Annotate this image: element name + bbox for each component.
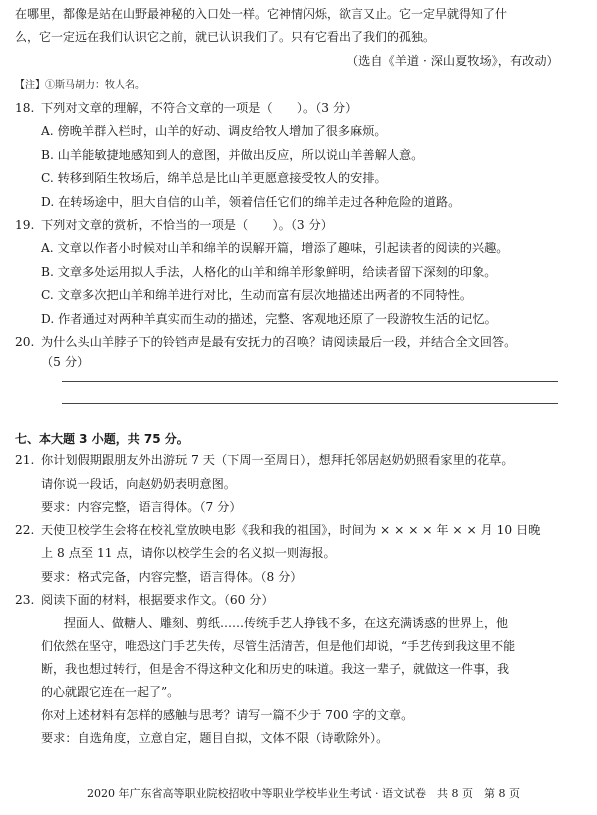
q22-requirement: 要求：格式完备，内容完整，语言得体。（8 分）	[41, 570, 303, 584]
q18-number: 18.	[15, 101, 35, 115]
q19-option-c: C. 文章多次把山羊和绵羊进行对比，生动而富有层次地描述出两者的不同特性。	[41, 288, 473, 302]
q19-option-b: B. 文章多处运用拟人手法，人格化的山羊和绵羊形象鲜明，给读者留下深刻的印象。	[41, 265, 497, 279]
q22-line-1: 天使卫校学生会将在校礼堂放映电影《我和我的祖国》，时间为 × × × × 年 × × 月 10 日晚	[41, 523, 541, 537]
answer-line-1	[62, 381, 558, 382]
q23-stem: 阅读下面的材料，根据要求作文。（60 分）	[41, 593, 274, 607]
section-7-title: 七、本大题 3 小题，共 75 分。	[15, 432, 189, 446]
q23-material-line-4: 的心就跟它连在一起了”。	[41, 685, 180, 699]
q22-number: 22.	[15, 523, 35, 537]
q19-option-a: A. 文章以作者小时候对山羊和绵羊的误解开篇，增添了趣味，引起读者的阅读的兴趣。	[41, 241, 509, 255]
q23-requirement: 要求：自选角度，立意自定，题目自拟，文体不限（诗歌除外）。	[41, 731, 389, 745]
q23-prompt: 你对上述材料有怎样的感触与思考？请写一篇不少于 700 字的文章。	[41, 708, 414, 722]
q21-line-1: 你计划假期跟朋友外出游玩 7 天（下周一至周日），想拜托邻居赵奶奶照看家里的花草。	[41, 453, 514, 467]
q20-number: 20.	[15, 335, 35, 349]
q18-stem: 下列对文章的理解，不符合文章的一项是（ ）。（3 分）	[41, 101, 358, 115]
passage-line-2: 么，它一定远在我们认识它之前，就已认识我们了。只有它看出了我们的孤独。	[15, 30, 436, 44]
q21-line-2: 请你说一段话，向赵奶奶表明意图。	[41, 477, 236, 491]
q21-requirement: 要求：内容完整，语言得体。（7 分）	[41, 500, 242, 514]
q18-option-b: B. 山羊能敏捷地感知到人的意图，并做出反应，所以说山羊善解人意。	[41, 148, 424, 162]
q18-option-a: A. 傍晚羊群入栏时，山羊的好动、调皮给牧人增加了很多麻烦。	[41, 124, 387, 138]
passage-source: （选自《羊道 · 深山夏牧场》，有改动）	[346, 54, 559, 68]
q23-material-line-2: 们依然在坚守，唯恐这门手艺失传，尽管生活清苦，但是他们却说，“手艺传到我这里不能	[41, 639, 516, 653]
footnote: 【注】①斯马胡力：牧人名。	[15, 80, 145, 91]
q19-number: 19.	[15, 218, 35, 232]
page-footer: 2020 年广东省高等职业院校招收中等职业学校毕业生考试 · 语文试卷 共 8 页 第 8 页	[87, 787, 520, 800]
q23-material-line-1: 捏面人、做糖人、雕刻、剪纸……传统手艺人挣钱不多，在这充满诱惑的世界上，他	[64, 616, 509, 630]
q20-stem: 为什么头山羊脖子下的铃铛声是最有安抚力的召唤？请阅读最后一段，并结合全文回答。	[41, 335, 517, 349]
passage-line-1: 在哪里，都像是站在山野最神秘的入口处一样。它神情闪烁，欲言又止。它一定早就得知了什	[15, 7, 508, 21]
answer-line-2	[62, 403, 558, 404]
q22-line-2: 上 8 点至 11 点，请你以校学生会的名义拟一则海报。	[41, 546, 336, 560]
q23-number: 23.	[15, 593, 35, 607]
q20-score: （5 分）	[41, 355, 90, 369]
q19-option-d: D. 作者通过对两种羊真实而生动的描述，完整、客观地还原了一段游牧生活的记忆。	[41, 312, 497, 326]
q18-option-d: D. 在转场途中，胆大自信的山羊，领着信任它们的绵羊走过各种危险的道路。	[41, 195, 461, 209]
q21-number: 21.	[15, 453, 35, 467]
q19-stem: 下列对文章的赏析，不恰当的一项是（ ）。（3 分）	[41, 218, 333, 232]
q23-material-line-3: 断，我也想过转行，但是舍不得这种文化和历史的味道。我这一辈子，就做这一件事，我	[41, 662, 510, 676]
q18-option-c: C. 转移到陌生牧场后，绵羊总是比山羊更愿意接受牧人的安排。	[41, 171, 387, 185]
